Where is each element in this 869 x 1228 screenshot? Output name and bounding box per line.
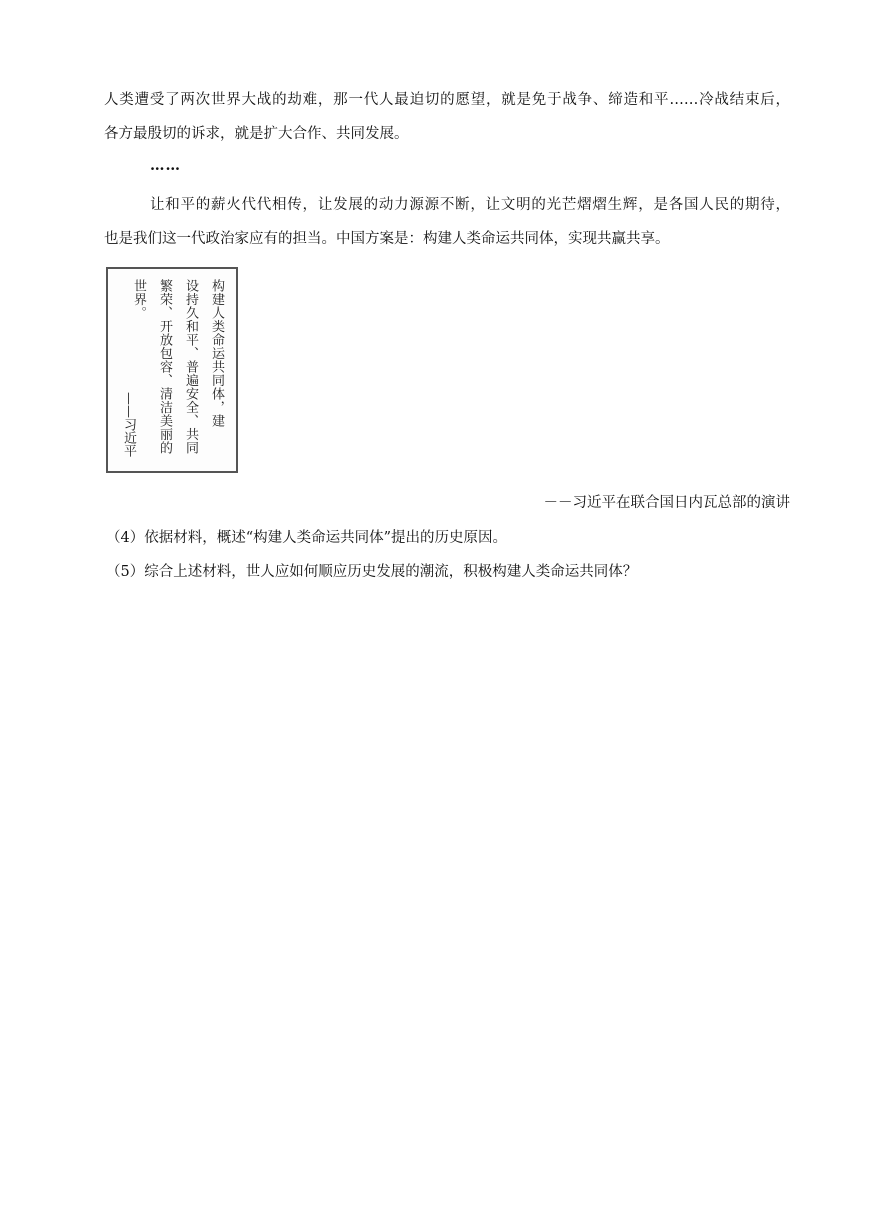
source-attribution: －－习近平在联合国日内瓦总部的演讲 bbox=[543, 495, 790, 511]
calligraphy-quote-image bbox=[106, 267, 238, 473]
calligraphy-column-2: 设持久和平、普遍安全、共同 bbox=[183, 279, 198, 455]
calligraphy-column-3: 繁荣、开放包容、清洁美丽的 bbox=[157, 279, 172, 455]
question-5: （5）综合上述材料，世人应如何顺应历史发展的潮流，积极构建人类命运共同体？ bbox=[106, 564, 638, 580]
paragraph-1-line-1: 人类遭受了两次世界大战的劫难，那一代人最迫切的愿望，就是免于战争、缔造和平……冷战结束后， bbox=[104, 92, 790, 108]
calligraphy-signature: ——习近平 bbox=[121, 392, 136, 457]
paragraph-1-line-2: 各方最殷切的诉求，就是扩大合作、共同发展。 bbox=[104, 126, 409, 142]
calligraphy-column-4: 世界。 bbox=[131, 279, 146, 320]
paragraph-2-line-2: 也是我们这一代政治家应有的担当。中国方案是：构建人类命运共同体，实现共赢共享。 bbox=[104, 231, 670, 247]
calligraphy-column-1: 构建人类命运共同体，建 bbox=[209, 279, 224, 428]
ellipsis-separator: …… bbox=[150, 157, 181, 174]
paragraph-2-line-1: 让和平的薪火代代相传，让发展的动力源源不断，让文明的光芒熠熠生辉，是各国人民的期待， bbox=[150, 197, 790, 213]
question-4: （4）依据材料，概述“构建人类命运共同体”提出的历史原因。 bbox=[106, 530, 508, 546]
